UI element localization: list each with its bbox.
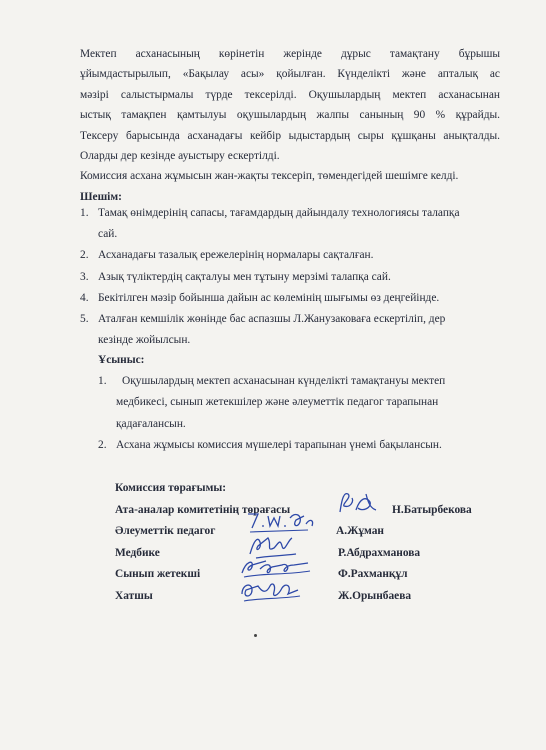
signature-orynbaeva bbox=[236, 576, 306, 606]
item-number: 3. bbox=[80, 270, 89, 283]
item-line: қадағалансын. bbox=[116, 417, 186, 430]
list-item bbox=[80, 267, 500, 288]
commission-heading: Комиссия төрағымы: bbox=[115, 482, 227, 494]
signatory-role: Сынып жетекші bbox=[115, 568, 201, 581]
list-item bbox=[80, 245, 500, 266]
list-item bbox=[80, 309, 500, 351]
list-item bbox=[94, 435, 494, 456]
item-line: медбикесі, сынып жетекшілер және әлеуметтік педагог тарапынан bbox=[116, 396, 439, 409]
signatory-role: Хатшы bbox=[115, 589, 153, 602]
paragraph-line: ыстық тамақпен қамтылуы оқушылардың жалпы санының 90 % құрайды. bbox=[80, 109, 500, 122]
paragraph-line: ұйымдастырылып, «Бақылау асы» қойылған. Күнделікті және апталық ас bbox=[80, 68, 500, 81]
item-number: 2. bbox=[80, 249, 89, 262]
item-line: сай. bbox=[98, 228, 118, 241]
paragraph-line: Оларды дер кезінде ауыстыру ескертілді. bbox=[80, 150, 280, 163]
signatory-name: Ф.Рахманқұл bbox=[338, 568, 408, 581]
list-item bbox=[94, 371, 494, 435]
paragraph-line: Мектеп асханасының көрінетін жерінде дұрыс тамақтану бұрышы bbox=[80, 48, 500, 60]
item-line: Азық түліктердің сақталуы мен тұтыну мерзімі талапқа сай. bbox=[98, 270, 391, 283]
item-line: Оқушылардың мектеп асханасынан күнделікті тамақтануы мектеп bbox=[122, 375, 446, 388]
item-number: 4. bbox=[80, 291, 89, 304]
item-text bbox=[116, 371, 494, 435]
decision-heading: Шешім: bbox=[80, 190, 122, 203]
signatory-role: Ата-аналар комитетінің төрағасы bbox=[115, 503, 291, 516]
decision-list bbox=[80, 203, 500, 351]
item-number: 5. bbox=[80, 313, 89, 326]
paragraph-line: Тексеру барысында асханадағы кейбір ыдыстардың сыры құшқаны анықталды. bbox=[80, 129, 500, 142]
proposal-heading: Ұсыныс: bbox=[98, 354, 145, 366]
item-number: 2. bbox=[98, 438, 107, 451]
item-line: Асханадағы тазалық ережелерінің нормалары сақталған. bbox=[98, 249, 374, 262]
signatory-name: Ж.Орынбаева bbox=[338, 590, 412, 602]
list-item bbox=[80, 203, 500, 245]
signatory-name: Р.Абдрахманова bbox=[338, 546, 421, 559]
signatory-name: Н.Батырбекова bbox=[392, 503, 472, 516]
signatory-role: Медбике bbox=[115, 546, 160, 559]
item-line: Бекітілген мәзір бойынша дайын ас көлемінің шығымы өз деңгейінде. bbox=[98, 291, 440, 304]
item-text bbox=[94, 203, 500, 245]
list-item bbox=[80, 288, 500, 309]
item-line: Тамақ өнімдерінің сапасы, тағамдардың дайындалу технологиясы талапқа bbox=[98, 207, 460, 219]
item-line: Аталған кемшілік жөнінде бас аспазшы Л.Жанузаковаға ескертіліп, дер bbox=[98, 313, 446, 326]
item-line: кезінде жойылсын. bbox=[98, 334, 191, 347]
stray-mark bbox=[254, 634, 257, 637]
item-line: Асхана жұмысы комиссия мүшелері тарапынан үнемі бақылансын. bbox=[116, 438, 442, 451]
signatory-role: Әлеуметтік педагог bbox=[115, 525, 216, 538]
intro-paragraph bbox=[80, 44, 500, 207]
item-number: 1. bbox=[98, 375, 107, 388]
signatory-name: А.Жұман bbox=[336, 525, 384, 538]
paragraph-line: мәзірі салыстырмалы түрде тексерілді. Оқушылардың мектеп асханасынан bbox=[80, 88, 500, 101]
paragraph-line: Комиссия асхана жұмысын жан-жақты тексеріп, төмендегідей шешімге келді. bbox=[80, 170, 459, 183]
item-number: 1. bbox=[80, 207, 89, 219]
item-text bbox=[94, 309, 500, 351]
proposal-section bbox=[94, 350, 494, 456]
signature-batyrbekova bbox=[336, 488, 382, 518]
